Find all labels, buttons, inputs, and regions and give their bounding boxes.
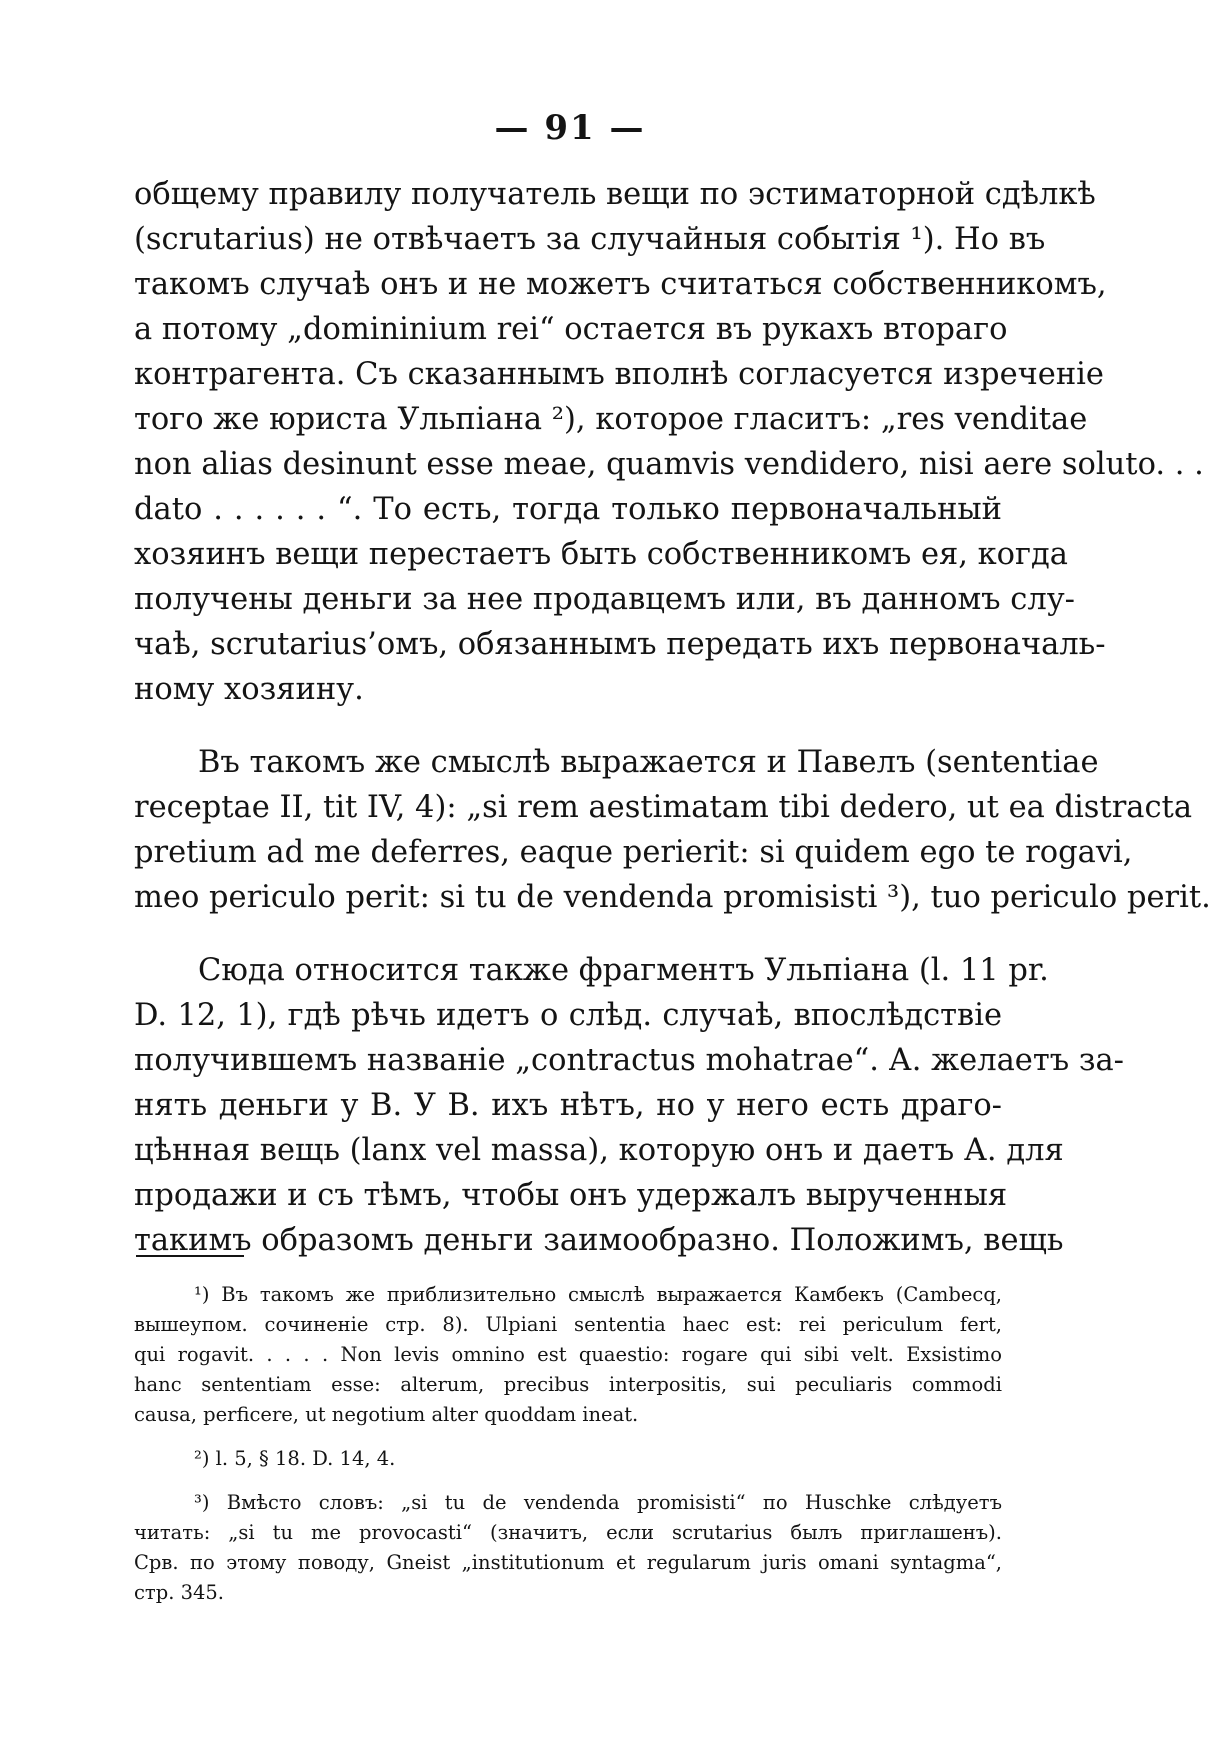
text-line: такимъ образомъ деньги заимообразно. Положимъ, вещь [134, 1223, 1064, 1258]
footnote-line: читать: „si tu me provocasti“ (значитъ, если scrutarius былъ приглашенъ). [134, 1521, 1002, 1544]
text-line: meo periculo perit: si tu de vendenda promisisti ³), tuo periculo perit. [134, 880, 1211, 915]
page-number: — 91 — [494, 108, 646, 148]
text-line: receptae II, tit IV, 4): „si rem aestimatam tibi dedero, ut ea distracta [134, 790, 1192, 825]
footnote-divider [136, 1255, 244, 1257]
text-line: (scrutarius) не отвѣчаетъ за случайныя событія ¹). Но въ [134, 222, 1046, 257]
text-line: цѣнная вещь (lanx vel massa), которую онъ и даетъ А. для [134, 1133, 1064, 1168]
text-line: ному хозяину. [134, 672, 364, 707]
footnote-1 [134, 1280, 1002, 1430]
text-line: того же юриста Ульпіана ²), которое гласитъ: „res venditae [134, 402, 1088, 437]
text-line: такомъ случаѣ онъ и не можетъ считаться собственникомъ, [134, 267, 1107, 302]
footnote-line: стр. 345. [134, 1581, 225, 1604]
text-line: а потому „domininium rei“ остается въ рукахъ втораго [134, 312, 1008, 347]
paragraph-2 [134, 740, 1211, 920]
footnote-line: ¹) Въ такомъ же приблизительно смыслѣ выражается Камбекъ (Cambecq, [194, 1283, 1002, 1306]
footnote-line: ³) Вмѣсто словъ: „si tu de vendenda promisisti“ по Huschke слѣдуетъ [194, 1491, 1002, 1514]
text-line: общему правилу получатель вещи по эстиматорной сдѣлкѣ [134, 177, 1096, 212]
text-line: чаѣ, scrutarius’омъ, обязаннымъ передать ихъ первоначаль- [134, 627, 1106, 662]
footnote-line: вышеупом. сочиненіе стр. 8). Ulpiani sententia haec est: rei periculum fert, [134, 1313, 1002, 1336]
text-line: pretium ad me deferres, eaque perierit: si quidem ego te rogavi, [134, 835, 1133, 870]
text-line: нять деньги у В. У В. ихъ нѣтъ, но у него есть драго- [134, 1088, 1002, 1123]
text-line: получившемъ названіе „contractus mohatrae“. А. желаетъ за- [134, 1043, 1124, 1078]
text-line: Сюда относится также фрагментъ Ульпіана (l. 11 pr. [198, 953, 1049, 988]
text-line: получены деньги за нее продавцемъ или, въ данномъ слу- [134, 582, 1075, 617]
text-line: dato . . . . . . “. То есть, тогда только первоначальный [134, 492, 1002, 527]
text-line: контрагента. Съ сказаннымъ вполнѣ согласуется изреченіе [134, 357, 1104, 392]
footnote-line: ²) l. 5, § 18. D. 14, 4. [194, 1447, 396, 1470]
footnote-3 [134, 1488, 1002, 1608]
footnote-line: causa, perficere, ut negotium alter quoddam ineat. [134, 1403, 639, 1426]
footnote-line: hanc sententiam esse: alterum, precibus interpositis, sui peculiaris commodi [134, 1373, 1002, 1396]
main-text [134, 172, 1211, 1263]
paragraph-1 [134, 172, 1204, 712]
footnote-line: qui rogavit. . . . . Non levis omnino est quaestio: rogare qui sibi velt. Exsistimo [134, 1343, 1002, 1366]
text-line: продажи и съ тѣмъ, чтобы онъ удержалъ вырученныя [134, 1178, 1008, 1213]
footnote-line: Срв. по этому поводу, Gneist „institutionum et regularum juris omani syntagma“, [134, 1551, 1002, 1574]
footnote-2 [134, 1444, 1002, 1474]
text-line: non alias desinunt esse meae, quamvis vendidero, nisi aere soluto. . . [134, 447, 1204, 482]
footnotes [134, 1280, 1002, 1608]
text-line: D. 12, 1), гдѣ рѣчь идетъ о слѣд. случаѣ, впослѣдствіе [134, 998, 1002, 1033]
text-line: Въ такомъ же смыслѣ выражается и Павелъ (sententiae [198, 745, 1099, 780]
paragraph-3 [134, 948, 1124, 1263]
text-line: хозяинъ вещи перестаетъ быть собственникомъ ея, когда [134, 537, 1068, 572]
